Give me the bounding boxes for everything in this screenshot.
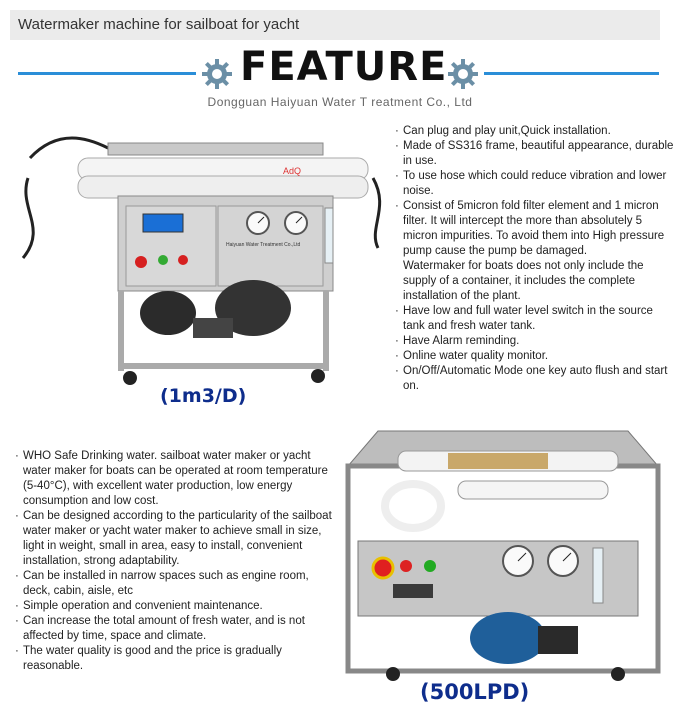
list-item: · Made of SS316 frame, beautiful appearance, durable in use. <box>395 139 675 169</box>
list-item: Watermaker for boats does not only include the supply of a container, it includes the complete installation of the plant. <box>403 260 644 302</box>
divider-left <box>18 72 196 75</box>
caption-1m3d: (1m3/D) <box>160 385 247 407</box>
divider-right <box>484 72 659 75</box>
feature-list-500lpd <box>15 449 335 674</box>
list-item: · The water quality is good and the price is gradually reasonable. <box>15 644 335 674</box>
list-item: · Have Alarm reminding. <box>395 334 675 349</box>
watermaker-500lpd-image <box>338 426 673 684</box>
list-item: · Online water quality monitor. <box>395 349 675 364</box>
feature-list-1m3d <box>395 124 675 394</box>
list-item: · Can be designed according to the particularity of the sailboat water maker or yacht water maker to achieve small in size, light in weight, small in area, easy to install, convenient installation, strong adaptability. <box>15 509 335 569</box>
title-bar <box>10 10 660 40</box>
machine1-panel-brand: Haiyuan Water Treatment Co.,Ltd <box>226 242 301 248</box>
list-item: · To use hose which could reduce vibration and lower noise. <box>395 169 675 199</box>
caption-500lpd: (500LPD) <box>420 680 530 704</box>
svg-text:AdQ: AdQ <box>283 166 302 176</box>
feature-heading: FEATURE <box>240 44 448 90</box>
list-item: · Can plug and play unit,Quick installation. <box>395 124 675 139</box>
list-item: · Can increase the total amount of fresh water, and is not affected by time, space and climate. <box>15 614 335 644</box>
list-item: · Consist of 5micron fold filter element and 1 micron filter. It will intercept the more than absolutely 5 micron impurities. To avoid them into High pressure pump cause the pump be damaged. <box>395 199 675 259</box>
list-item: · WHO Safe Drinking water. sailboat water maker or yacht water maker for boats can be operated at room temperature (5-40°C), with excellent water production, low energy consumption and low cost. <box>15 449 335 509</box>
company-name: Dongguan Haiyuan Water T reatment Co., Ltd <box>207 95 473 109</box>
gear-icon <box>200 57 234 91</box>
list-item: · Simple operation and convenient maintenance. <box>15 599 335 614</box>
page-title: Watermaker machine for sailboat for yacht <box>18 16 300 33</box>
list-item: · Have low and full water level switch in the source tank and fresh water tank. <box>395 304 675 334</box>
watermaker-1m3d-image <box>18 118 393 393</box>
list-item: · On/Off/Automatic Mode one key auto flush and start on. <box>395 364 675 394</box>
gear-icon <box>446 57 480 91</box>
list-item: · Can be installed in narrow spaces such as engine room, deck, cabin, aisle, etc <box>15 569 335 599</box>
